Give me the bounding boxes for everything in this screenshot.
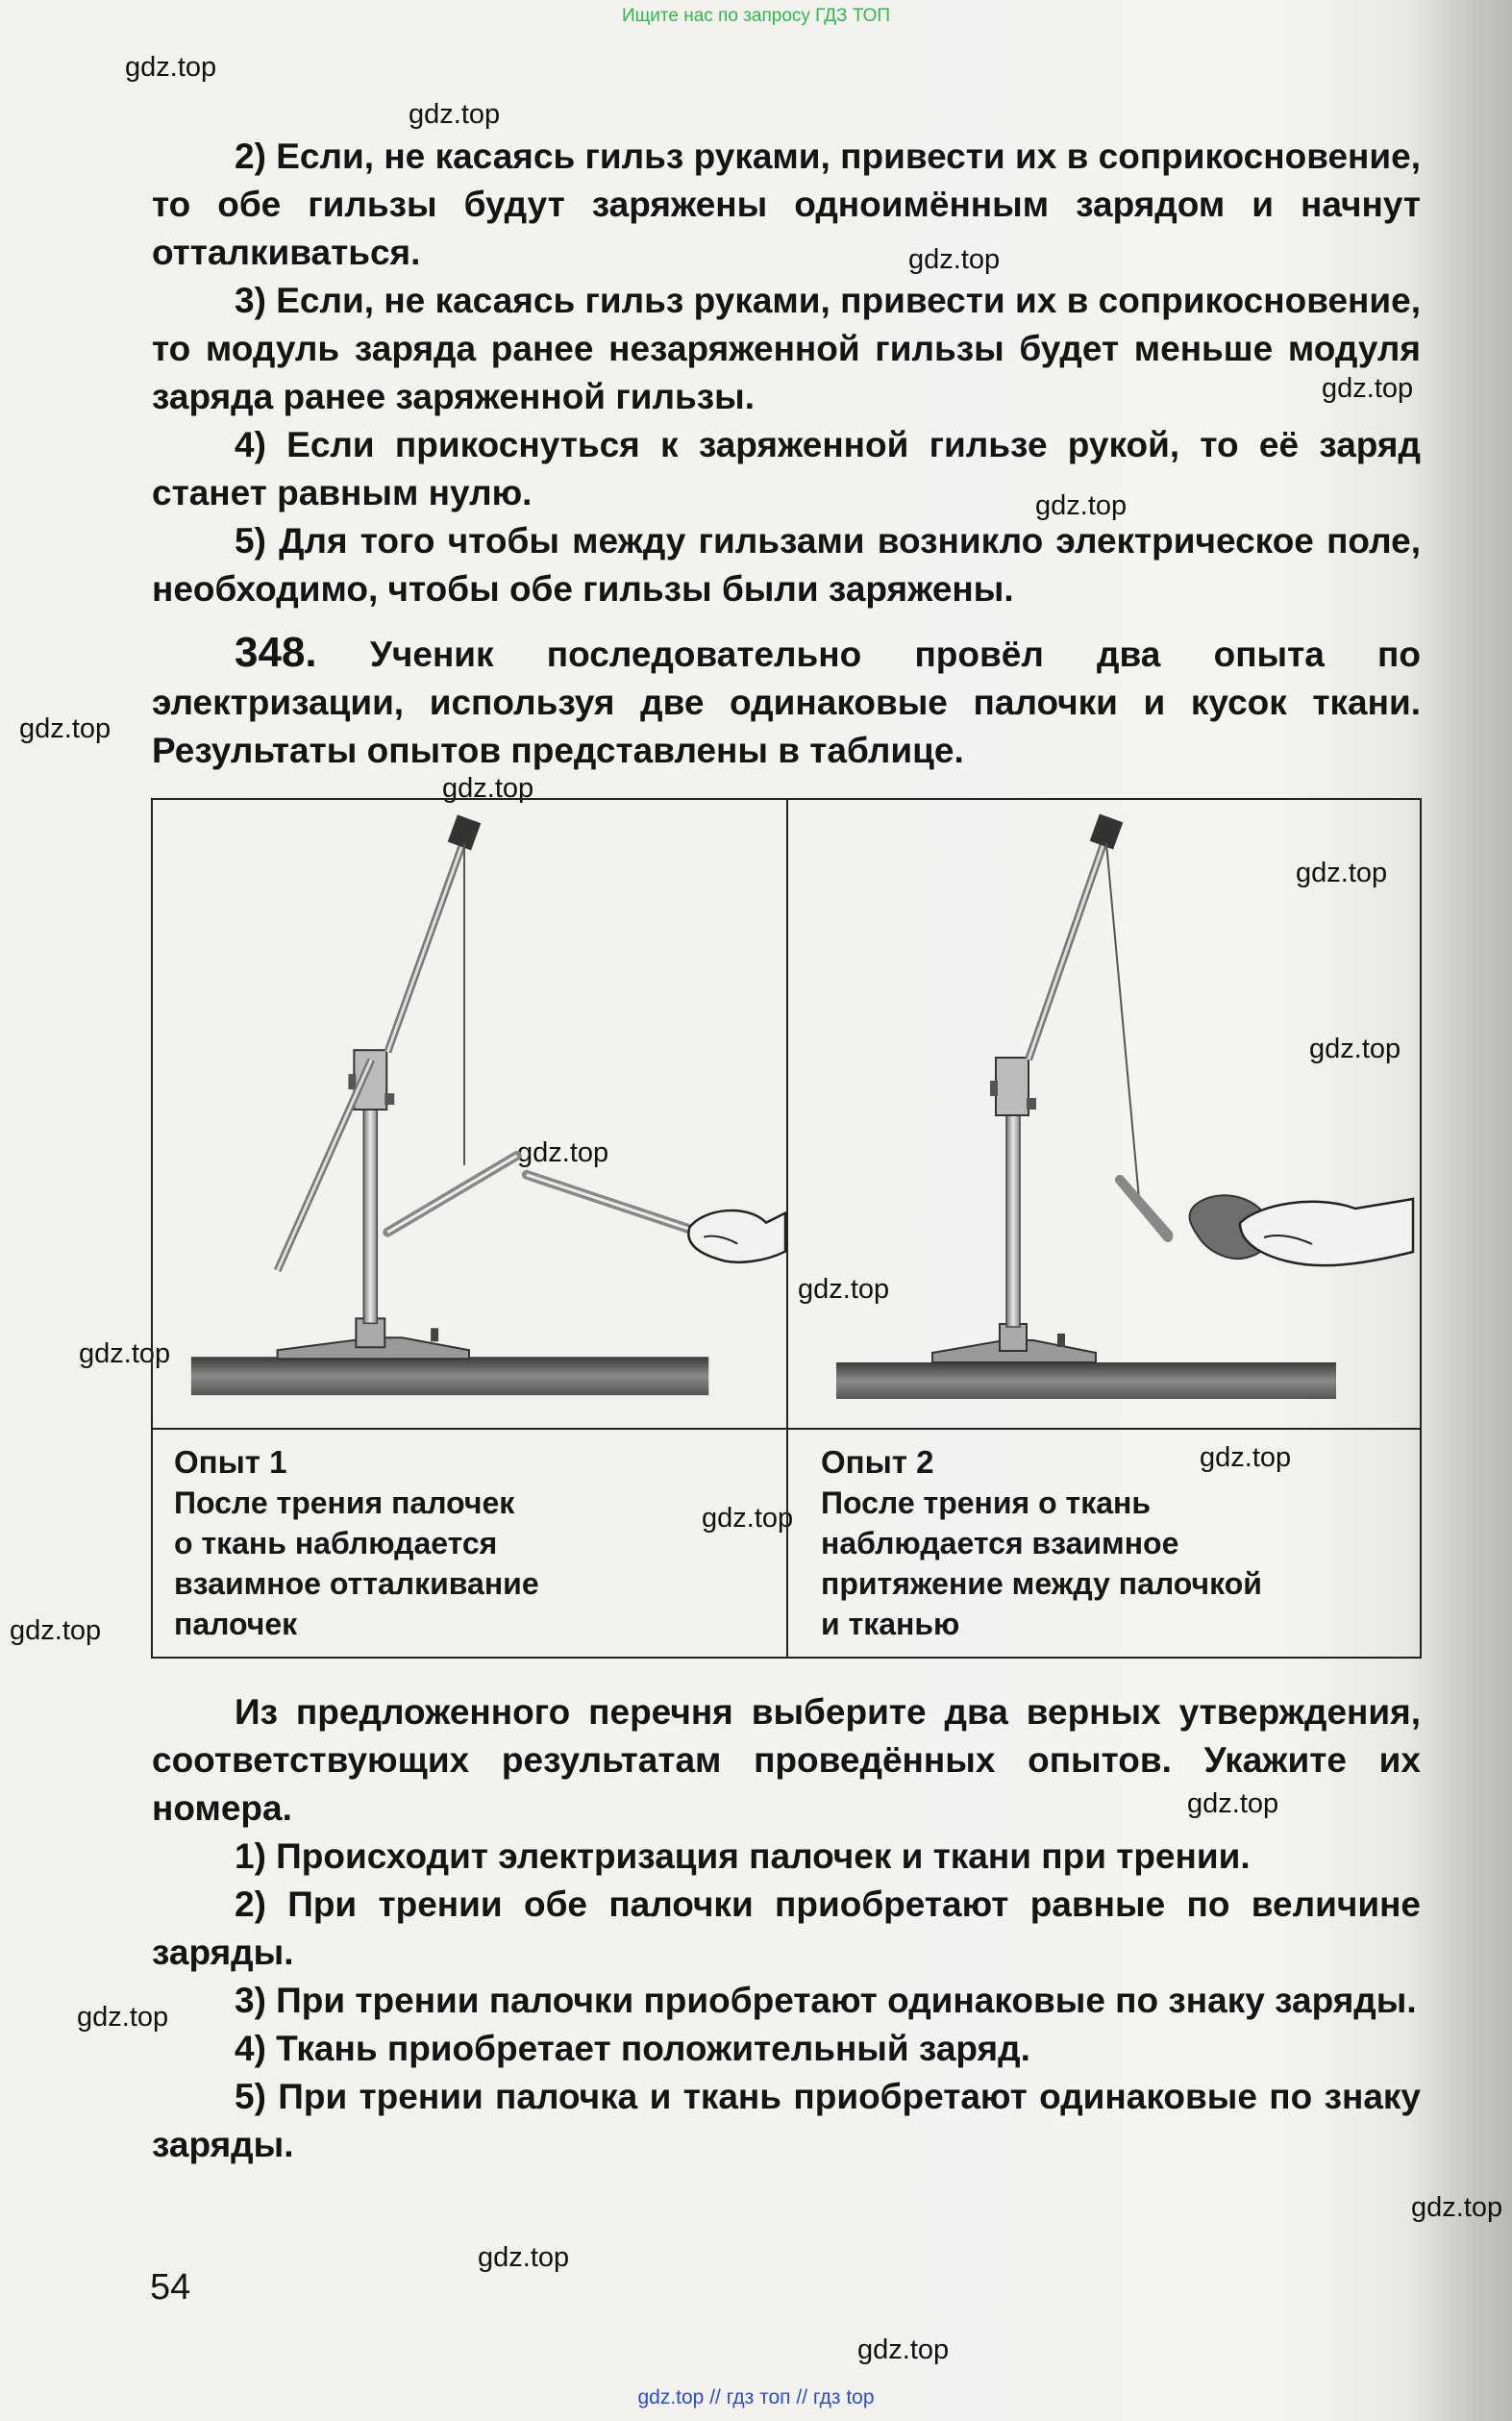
intro-item-4: 4) Если прикоснуться к заряженной гильзе рукой, то её заряд станет равным нулю. (152, 425, 1421, 512)
hand-icon (1240, 1199, 1413, 1265)
experiment-1-line: взаимное отталкивание (174, 1566, 539, 1601)
problem-number: 348. (235, 629, 317, 676)
option-2: 2) При трении обе палочки приобретают равные по величине заряды. (152, 1884, 1421, 1972)
stand-clamp (996, 1058, 1029, 1115)
question-block (152, 1688, 1421, 2169)
experiment-table (151, 798, 1422, 1659)
experiment-2-line: наблюдается взаимное (821, 1526, 1179, 1560)
hand-stick-highlight (527, 1175, 713, 1237)
watermark: gdz.top (1035, 490, 1128, 521)
bottom-banner[interactable]: gdz.top // гдз топ // гдз top (637, 2386, 875, 2409)
experiment-2-caption (821, 1442, 1407, 1644)
stand-foot (1000, 1324, 1027, 1351)
watermark: gdz.top (1187, 1788, 1279, 1819)
experiment-1-line: палочек (174, 1607, 298, 1641)
problem-text: Ученик последовательно провёл два опыта по электризации, используя две одинаковые палочки и кусок ткани. Результаты опытов представлены в таблице. (152, 635, 1422, 770)
experiment-2-line: После трения о ткань (821, 1485, 1152, 1520)
page-number: 54 (150, 2267, 191, 2308)
table-surface (836, 1362, 1336, 1399)
watermark: gdz.top (1411, 2192, 1503, 2223)
hanging-stick-highlight (387, 1156, 517, 1233)
experiment-1-title: Опыт 1 (174, 1444, 287, 1480)
stand-screw (431, 1328, 438, 1341)
option-3: 3) При трении палочки приобретают одинаковые по знаку заряды. (235, 1981, 1417, 2020)
experiment-2-title: Опыт 2 (821, 1444, 934, 1480)
experiment-1-line: После трения палочек (174, 1485, 515, 1520)
watermark: gdz.top (77, 2002, 169, 2033)
option-1: 1) Происходит электризация палочек и ткани при трении. (235, 1836, 1251, 1876)
table-divider (153, 1428, 1420, 1430)
watermark: gdz.top (702, 1503, 794, 1534)
experiment-2-illustration (788, 800, 1420, 1425)
table-surface (191, 1357, 708, 1395)
experiment-2-line: и тканью (821, 1607, 960, 1641)
stand-arm-highlight (1029, 838, 1105, 1060)
option-5: 5) При трении палочка и ткань приобретают одинаковые по знаку заряды. (152, 2077, 1421, 2164)
experiment-2-line: притяжение между палочкой (821, 1566, 1262, 1601)
watermark: gdz.top (517, 1137, 609, 1168)
experiment-1-illustration (153, 800, 786, 1425)
stand-arm-highlight (278, 1060, 372, 1270)
intro-answer-list (152, 133, 1421, 613)
question-text: Из предложенного перечня выберите два верных утверждения, соответствующих результатам проведённых опытов. Укажите их номера. (152, 1692, 1421, 1828)
watermark: gdz.top (79, 1338, 171, 1369)
watermark: gdz.top (125, 52, 217, 83)
experiment-1-caption (174, 1442, 760, 1644)
watermark: gdz.top (442, 773, 534, 804)
intro-item-2: 2) Если, не касаясь гильз руками, привести их в соприкосновение, то обе гильзы будут заряжены одноимённым зарядом и начнут отталкиваться. (152, 137, 1421, 272)
intro-item-5: 5) Для того чтобы между гильзами возникло электрическое поле, необходимо, чтобы обе гильзы были заряжены. (152, 521, 1421, 609)
watermark: gdz.top (1309, 1034, 1401, 1064)
clamp-screw (348, 1074, 356, 1089)
watermark: gdz.top (10, 1615, 102, 1646)
watermark: gdz.top (1296, 858, 1388, 888)
stand-screw (1057, 1334, 1065, 1347)
hanging-stick-segment (1120, 1173, 1168, 1242)
hand-icon (688, 1210, 785, 1262)
clamp-screw (990, 1081, 998, 1096)
experiment-1-line: о ткань наблюдается (174, 1526, 498, 1560)
watermark: gdz.top (857, 2334, 950, 2365)
watermark: gdz.top (478, 2242, 570, 2273)
option-4: 4) Ткань приобретает положительный заряд. (235, 2029, 1030, 2068)
watermark: gdz.top (798, 1274, 890, 1305)
problem-statement (152, 629, 1421, 775)
watermark: gdz.top (908, 244, 1001, 275)
stand-arm-highlight (387, 839, 464, 1052)
watermark: gdz.top (19, 713, 112, 744)
clamp-screw (384, 1093, 394, 1105)
watermark: gdz.top (1200, 1442, 1292, 1473)
thread (1106, 843, 1139, 1199)
intro-item-3: 3) Если, не касаясь гильз руками, привести их в соприкосновение, то модуль заряда ранее незаряженной гильзы будет меньше модуля заряда ранее заряженной гильзы. (152, 281, 1421, 416)
top-banner[interactable]: Ищите нас по запросу ГДЗ ТОП (621, 6, 891, 26)
clamp-screw (1027, 1098, 1036, 1110)
watermark: gdz.top (1322, 373, 1414, 404)
watermark: gdz.top (409, 99, 501, 130)
